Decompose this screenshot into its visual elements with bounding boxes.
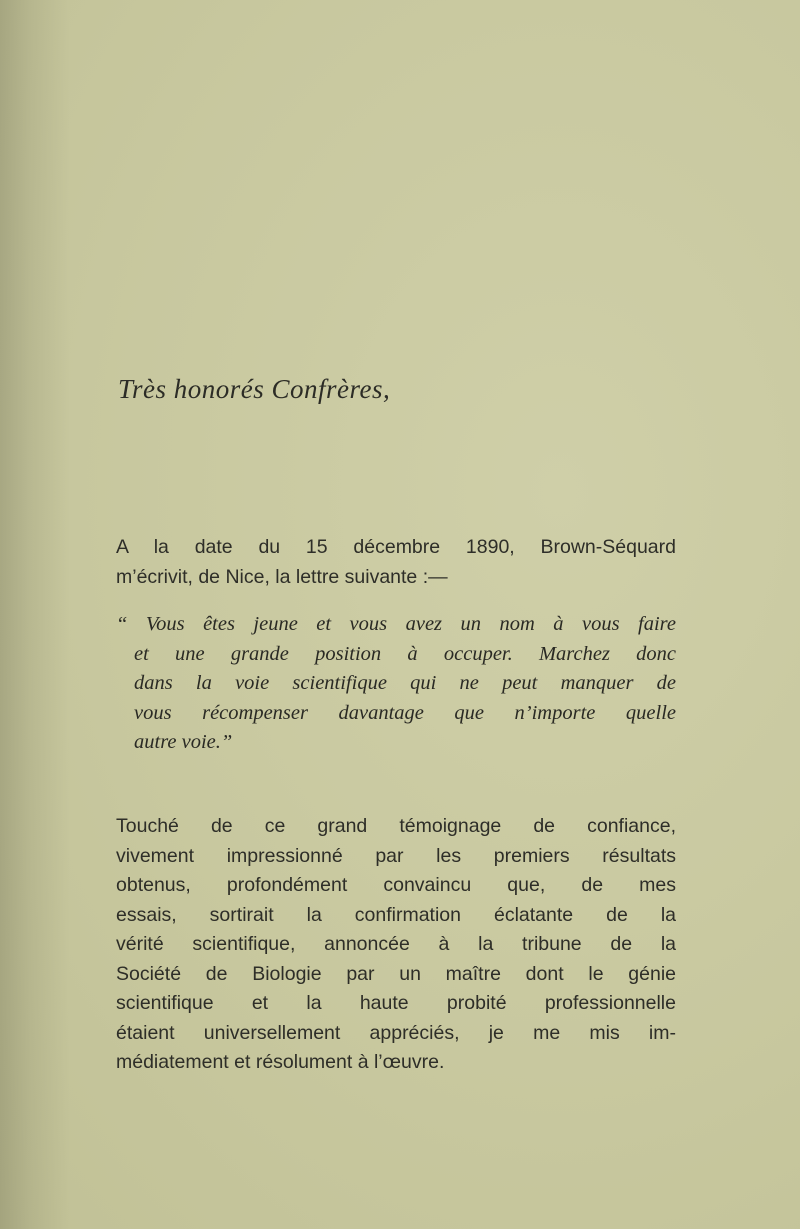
quote-line: vous récompenser davantage que n’importe quelle — [134, 701, 676, 724]
quote-line: dans la voie scientifique qui ne peut manquer de — [134, 672, 676, 694]
text-line: obtenus, profondément convaincu que, de mes — [116, 874, 676, 896]
quote-line: “ Vous êtes jeune et vous avez un nom à vous faire — [116, 613, 676, 635]
text-line: A la date du 15 décembre 1890, Brown-Séquard — [116, 536, 676, 558]
quote-line: autre voie.” — [134, 731, 233, 753]
text-line: Société de Biologie par un maître dont le génie — [116, 962, 676, 985]
text-line: étaient universellement appréciés, je me mis im- — [116, 1021, 676, 1044]
quoted-letter — [116, 610, 676, 758]
paragraph-body — [116, 812, 676, 1078]
salutation-heading: Très honorés Confrères, — [118, 374, 391, 404]
quote-line: et une grande position à occuper. Marchez donc — [134, 642, 676, 665]
text-line: médiatement et résolument à l’œuvre. — [116, 1051, 445, 1073]
text-line: vérité scientifique, annoncée à la tribune de la — [116, 933, 676, 955]
text-line: scientifique et la haute probité professionnelle — [116, 992, 676, 1014]
text-line: vivement impressionné par les premiers résultats — [116, 844, 676, 867]
text-line: m’écrivit, de Nice, la lettre suivante :— — [116, 565, 448, 588]
text-line: essais, sortirait la confirmation éclatante de la — [116, 903, 676, 926]
text-line: Touché de ce grand témoignage de confiance, — [116, 815, 676, 837]
paragraph-intro — [116, 533, 676, 592]
